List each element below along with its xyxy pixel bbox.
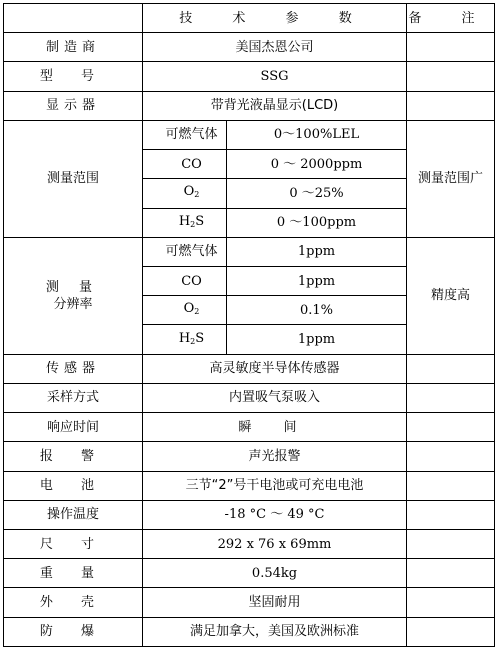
res-value-combustible: 1ppm: [227, 237, 407, 266]
remark-cell: [407, 383, 495, 412]
table-row: [4, 237, 495, 266]
range-value-o2: 0 ～25%: [227, 179, 407, 208]
label-size: 尺 寸: [4, 529, 143, 558]
gas-formula-main: O: [183, 184, 195, 200]
value-weight: 0.54kg: [143, 559, 407, 588]
value-display: 带背光液晶显示(LCD): [143, 91, 407, 120]
label-resolution: [4, 237, 143, 354]
range-gas-o2: [143, 179, 227, 208]
header-content-cell: 技 术 参 数: [143, 4, 407, 33]
label-manufacturer: 制造商: [4, 33, 143, 62]
spec-table: [3, 3, 495, 647]
label-weight: 重 量: [4, 559, 143, 588]
value-model: SSG: [143, 62, 407, 91]
header-row: [4, 4, 495, 33]
range-value-combustible: 0～100%LEL: [227, 120, 407, 149]
range-gas-combustible: 可燃气体: [143, 120, 227, 149]
res-gas-combustible: 可燃气体: [143, 237, 227, 266]
gas-formula-main: H: [178, 213, 191, 229]
gas-formula-main: H: [178, 330, 191, 346]
res-value-o2: 0.1%: [227, 296, 407, 325]
res-value-h2s: 1ppm: [227, 325, 407, 354]
remark-range: 测量范围广: [407, 120, 495, 237]
table-row: [4, 33, 495, 62]
table-row: [4, 559, 495, 588]
table-row: [4, 471, 495, 500]
gas-formula-subscript: 2: [190, 336, 196, 346]
table-row: [4, 383, 495, 412]
res-value-co: 1ppm: [227, 266, 407, 295]
res-gas-co: CO: [143, 266, 227, 295]
remark-cell: [407, 617, 495, 646]
table-row: [4, 617, 495, 646]
value-manufacturer: 美国杰恩公司: [143, 33, 407, 62]
label-sampling: 采样方式: [4, 383, 143, 412]
range-gas-co: CO: [143, 150, 227, 179]
value-housing: 坚固耐用: [143, 588, 407, 617]
table-row: [4, 442, 495, 471]
remark-cell: [407, 413, 495, 442]
table-row: [4, 529, 495, 558]
table-row: [4, 120, 495, 149]
label-range: 测量范围: [4, 120, 143, 237]
gas-formula-subscript: 2: [190, 219, 196, 229]
gas-formula-subscript: 2: [194, 190, 200, 200]
value-battery: 三节“2”号干电池或可充电电池: [143, 471, 407, 500]
label-model: 型 号: [4, 62, 143, 91]
table-row: [4, 588, 495, 617]
res-gas-o2: [143, 296, 227, 325]
value-size: 292 x 76 x 69mm: [143, 529, 407, 558]
header-remark-cell: 备 注: [407, 4, 495, 33]
remark-cell: [407, 529, 495, 558]
gas-formula-tail: S: [195, 213, 205, 229]
remark-cell: [407, 471, 495, 500]
table-row: [4, 62, 495, 91]
value-temperature: -18 °C ～ 49 °C: [143, 500, 407, 529]
header-label-cell: [4, 4, 143, 33]
label-sensor: 传感器: [4, 354, 143, 383]
value-sensor: 高灵敏度半导体传感器: [143, 354, 407, 383]
value-alarm: 声光报警: [143, 442, 407, 471]
remark-cell: [407, 33, 495, 62]
res-gas-h2s: [143, 325, 227, 354]
range-value-co: 0 ～ 2000ppm: [227, 150, 407, 179]
label-resolution-line1: 测 量: [45, 279, 101, 295]
label-explosion: 防 爆: [4, 617, 143, 646]
gas-formula-main: O: [183, 301, 195, 317]
table-row: [4, 500, 495, 529]
range-gas-h2s: [143, 208, 227, 237]
remark-resolution: 精度高: [407, 237, 495, 354]
table-row: [4, 91, 495, 120]
label-resolution-line2: 分辨率: [53, 296, 93, 312]
label-battery: 电 池: [4, 471, 143, 500]
remark-cell: [407, 442, 495, 471]
range-value-h2s: 0 ～100ppm: [227, 208, 407, 237]
table-row: [4, 354, 495, 383]
remark-cell: [407, 354, 495, 383]
remark-cell: [407, 588, 495, 617]
label-alarm: 报 警: [4, 442, 143, 471]
label-housing: 外 壳: [4, 588, 143, 617]
value-response: 瞬 间: [143, 413, 407, 442]
remark-cell: [407, 62, 495, 91]
table-row: [4, 413, 495, 442]
gas-formula-tail: S: [195, 330, 205, 346]
label-temperature: 操作温度: [4, 500, 143, 529]
gas-formula-subscript: 2: [194, 307, 200, 317]
value-sampling: 内置吸气泵吸入: [143, 383, 407, 412]
remark-cell: [407, 559, 495, 588]
remark-cell: [407, 500, 495, 529]
label-response: 响应时间: [4, 413, 143, 442]
value-explosion: 满足加拿大，美国及欧洲标准: [143, 617, 407, 646]
remark-cell: [407, 91, 495, 120]
label-display: 显示器: [4, 91, 143, 120]
